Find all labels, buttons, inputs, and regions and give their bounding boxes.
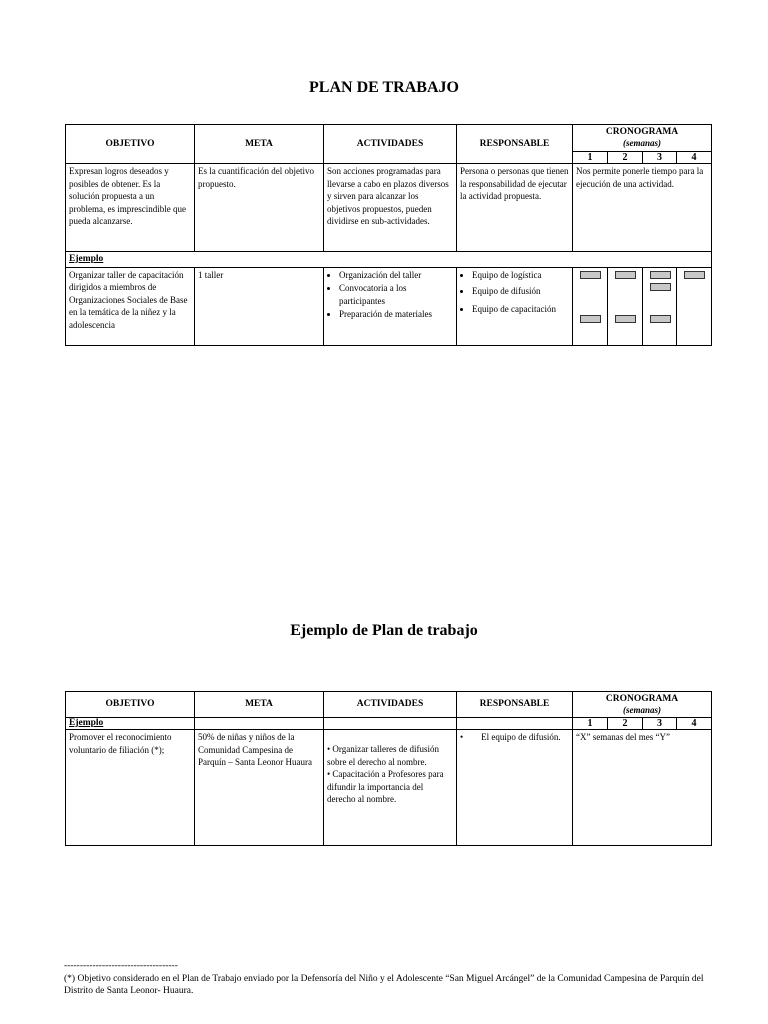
gantt-bar [615,271,636,279]
cronograma-label: CRONOGRAMA [605,127,679,137]
gantt-bar [650,283,671,291]
header-responsable: RESPONSABLE [457,692,573,718]
gantt-week-4 [677,267,712,345]
week-3: 3 [643,152,677,164]
definition-meta: Es la cuantificación del objetivo propuesto. [195,164,324,252]
gantt-bar [684,271,705,279]
example-plan-table [65,691,712,846]
gantt-bar [650,315,671,323]
row-responsable: • El equipo de difusión. [457,730,573,846]
header-responsable: RESPONSABLE [457,125,573,164]
ejemplo-label: Ejemplo [66,252,712,268]
week-1: 1 [573,152,608,164]
week-4: 4 [677,152,712,164]
list-item: • Convocatoria a los participantes [339,282,453,307]
list-item: • Equipo de logística [472,269,569,282]
header-cronograma [573,125,712,152]
list-item: • Preparación de materiales [339,308,453,321]
week-2: 2 [608,718,643,730]
definition-responsable: Persona o personas que tienen la responsabilidad de ejecutar la actividad propuesta. [457,164,573,252]
header-actividades: ACTIVIDADES [324,692,457,718]
definition-actividades: Son acciones programadas para llevarse a cabo en plazos diversos y sirven para alcanzar los objetivos propuestos, pueden dividirse en sub-actividades. [324,164,457,252]
example-plan-title: Ejemplo de Plan de trabajo [290,622,478,639]
gantt-bar [580,315,601,323]
empty-cell [195,718,324,730]
semanas-label: (semanas) [623,138,661,148]
empty-cell [457,718,573,730]
example-meta: 1 taller [195,267,324,345]
definition-cronograma: Nos permite ponerle tiempo para la ejecución de una actividad. [573,164,712,252]
gantt-week-1 [573,267,608,345]
list-item: • Capacitación a Profesores para difundir la importancia del derecho al nombre. [327,769,444,804]
header-actividades: ACTIVIDADES [324,125,457,164]
gantt-week-3 [643,267,677,345]
list-item: • Organizar talleres de difusión sobre el derecho al nombre. [327,744,439,767]
header-objetivo: OBJETIVO [66,692,195,718]
list-item: • Equipo de capacitación [472,303,569,316]
example-actividades [324,267,457,345]
gantt-bar [650,271,671,279]
row-objetivo: Promover el reconocimiento voluntario de filiación (*); [66,730,195,846]
gantt-bar [615,315,636,323]
example-objetivo: Organizar taller de capacitación dirigidos a miembros de Organizaciones Sociales de Base en la temática de la niñez y la adolescencia [66,267,195,345]
header-objetivo: OBJETIVO [66,125,195,164]
row-actividades [324,730,457,846]
header-meta: META [195,125,324,164]
plan-title: PLAN DE TRABAJO [309,79,459,96]
week-3: 3 [643,718,677,730]
week-2: 2 [608,152,643,164]
header-cronograma [573,692,712,718]
footnote-rule: ------------------------------------ [64,961,178,971]
row-cronograma: “X” semanas del mes “Y” [573,730,712,846]
semanas-label: (semanas) [623,704,661,715]
gantt-week-2 [608,267,643,345]
gantt-bar [580,271,601,279]
empty-cell [324,718,457,730]
row-meta: 50% de niñas y niños de la Comunidad Campesina de Parquín – Santa Leonor Huaura [195,730,324,846]
footnote [64,960,724,998]
list-item: • Organización del taller [339,269,453,282]
cronograma-label: CRONOGRAMA [605,693,679,704]
ejemplo-label: Ejemplo [66,718,195,730]
plan-table [65,124,712,346]
definition-objetivo: Expresan logros deseados y posibles de obtener. Es la solución propuesta a un problema, es imprescindible que pueda alcanzarse. [66,164,195,252]
week-1: 1 [573,718,608,730]
example-responsables [457,267,573,345]
week-4: 4 [677,718,712,730]
header-meta: META [195,692,324,718]
list-item: • Equipo de difusión [472,285,569,298]
footnote-text: (*) Objetivo considerado en el Plan de Trabajo enviado por la Defensoría del Niño y el Adolescente “San Miguel Arcángel” de la Comunidad Campesina de Parquín del Distrito de Santa Leonor- Huaura. [64,973,704,996]
